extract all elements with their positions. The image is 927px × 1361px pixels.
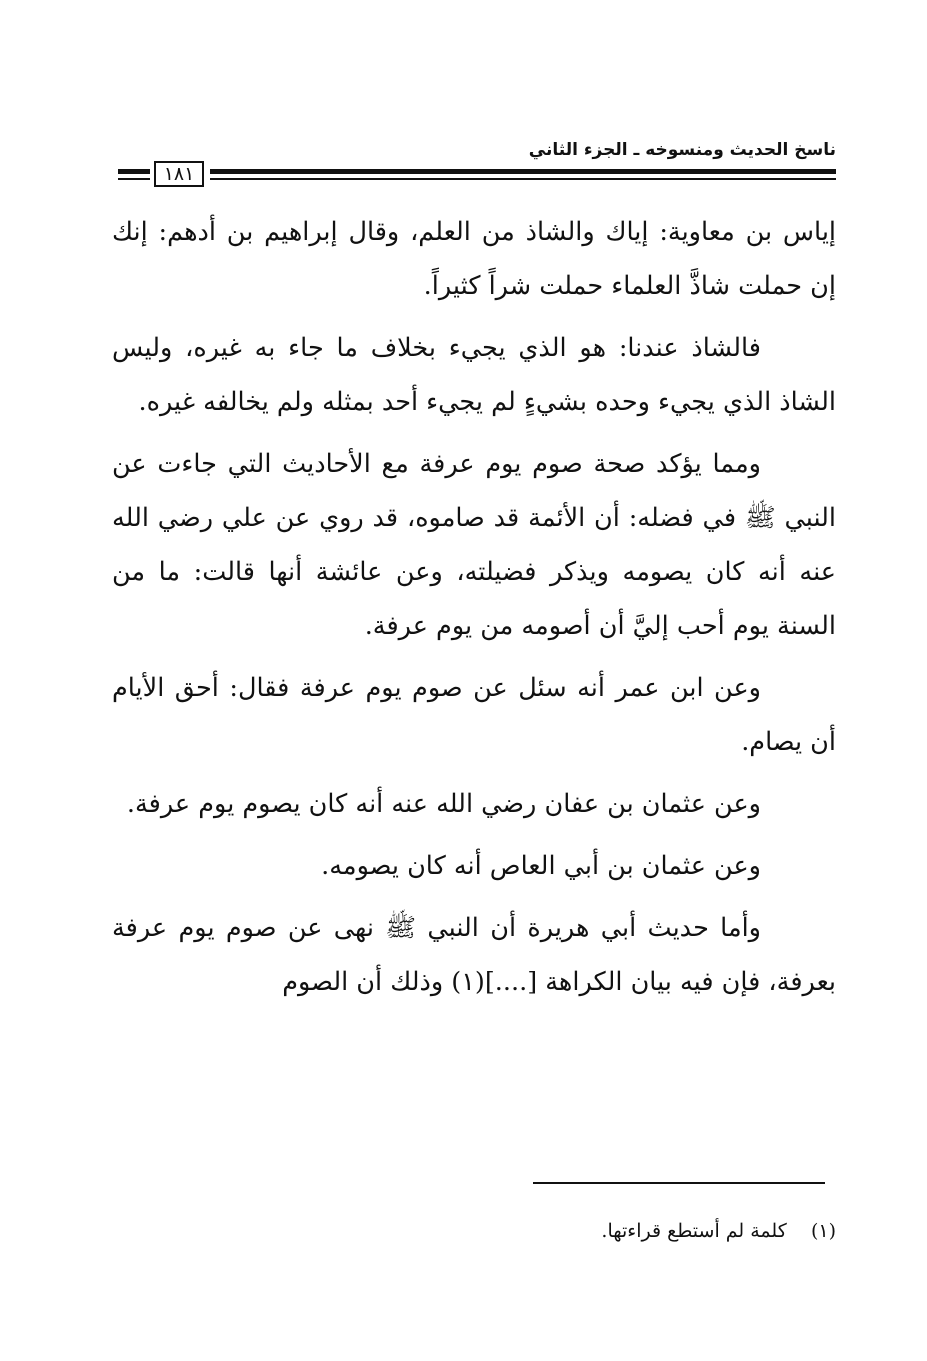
paragraph-3: ومما يؤكد صحة صوم يوم عرفة مع الأحاديث التي جاءت عن النبي ﷺ في فضله: أن الأئمة قد صاموه، قد روي عن علي رضي الله عنه أنه كان يصومه ويذكر فضيلته، وعن عائشة أنها قالت: ما من السنة يوم أحب إليَّ أن أصومه من يوم عرفة. [112,449,836,641]
paragraph-7: وأما حديث أبي هريرة أن النبي ﷺ نهى عن صوم يوم عرفة بعرفة، فإن فيه بيان الكراهة [....](١) وذلك أن الصوم [112,913,836,997]
page-header [112,138,836,190]
footnote-text: كلمة لم أستطع قراءتها. [601,1220,787,1242]
running-title: ناسخ الحديث ومنسوخه ـ الجزء الثاني [528,140,836,160]
page-number: ١٨١ [154,161,204,187]
paragraph-6: وعن عثمان بن أبي العاص أنه كان يصومه. [321,851,761,881]
paragraph-1: إياس بن معاوية: إياك والشاذ من العلم، وقال إبراهيم بن أدهم: إنك إن حملت شاذَّ العلماء حملت شراً كثيراً. [112,217,836,301]
header-ornament-thin [118,178,150,180]
header-rule-thin [210,178,836,180]
footnote-marker: (١) [810,1220,836,1242]
paragraph-4: وعن ابن عمر أنه سئل عن صوم يوم عرفة فقال: أحق الأيام أن يصام. [112,673,836,757]
footnote-separator [533,1182,825,1184]
paragraph-2: فالشاذ عندنا: هو الذي يجيء بخلاف ما جاء به غيره، وليس الشاذ الذي يجيء وحده بشيءٍ لم يجيء أحد بمثله ولم يخالفه غيره. [112,333,836,417]
paragraph-5: وعن عثمان بن عفان رضي الله عنه أنه كان يصوم يوم عرفة. [126,789,761,819]
footnote [601,1220,836,1242]
main-text [112,205,836,1017]
header-rule-thick [210,169,836,174]
header-ornament [118,169,150,174]
